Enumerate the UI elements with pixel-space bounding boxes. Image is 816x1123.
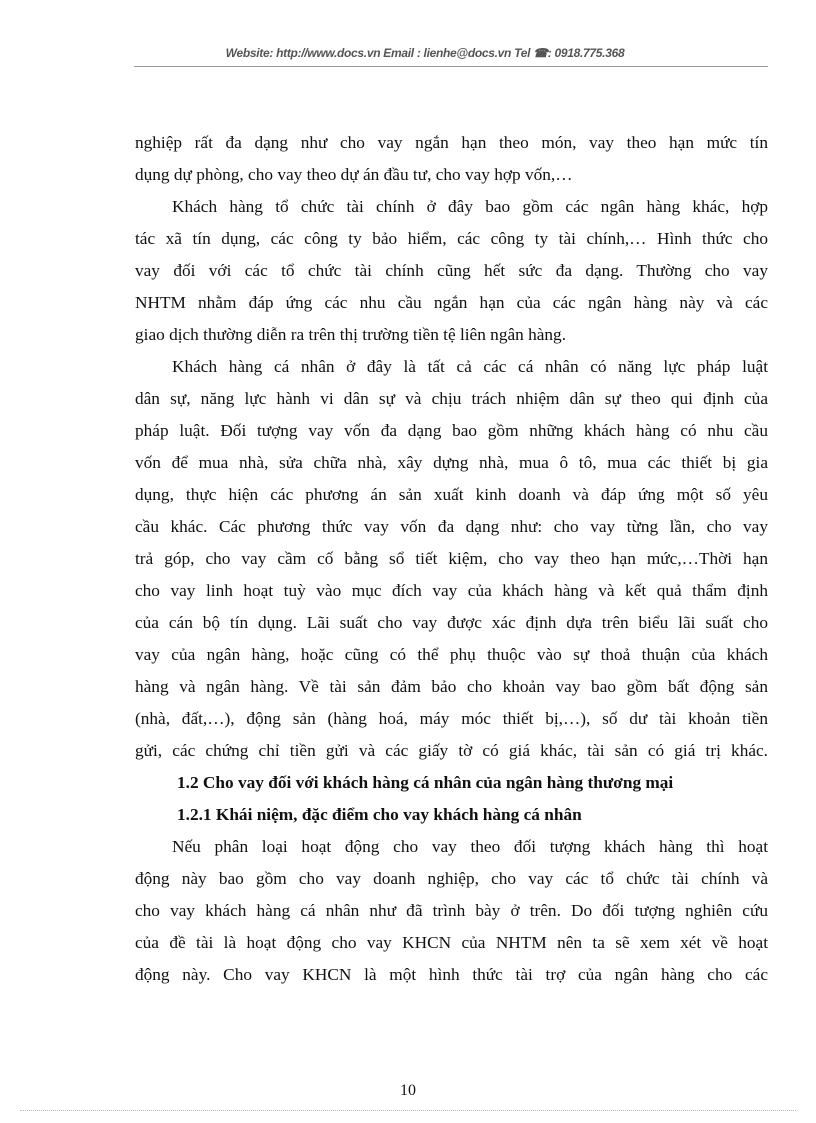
page-number: 10 xyxy=(400,1082,416,1099)
text-line: pháp luật. Đối tượng vay vốn đa dạng bao gồm những khách hàng có nhu cầu xyxy=(135,421,768,440)
section-heading: 1.2 Cho vay đối với khách hàng cá nhân của ngân hàng thương mại xyxy=(177,773,674,792)
text-line: gửi, các chứng chỉ tiền gửi và các giấy tờ có giá khác, tài sản có giá trị khác. xyxy=(135,741,768,760)
text-line: của đề tài là hoạt động cho vay KHCN của NHTM nên ta sẽ xem xét về hoạt xyxy=(135,933,768,952)
text-line: vay đối với các tổ chức tài chính cũng hết sức đa dạng. Thường cho vay xyxy=(135,261,768,280)
text-line: cho vay khách hàng cá nhân như đã trình bày ở trên. Do đối tượng nghiên cứu xyxy=(135,901,768,920)
section-heading: 1.2.1 Khái niệm, đặc điểm cho vay khách hàng cá nhân xyxy=(177,805,582,824)
text-line: động này. Cho vay KHCN là một hình thức tài trợ của ngân hàng cho các xyxy=(135,965,768,984)
text-line: vay của ngân hàng, hoặc cũng có thể phụ thuộc vào sự thoả thuận của khách xyxy=(135,645,768,664)
text-line: Khách hàng cá nhân ở đây là tất cả các cá nhân có năng lực pháp luật xyxy=(172,357,768,376)
text-line: hàng và ngân hàng. Về tài sản đảm bảo cho khoản vay bao gồm bất động sản xyxy=(135,677,768,696)
text-line: dụng dự phòng, cho vay theo dự án đầu tư, cho vay hợp vốn,… xyxy=(135,165,573,184)
page-bottom-border xyxy=(20,1110,796,1111)
header-divider xyxy=(134,66,768,67)
page-header: Website: http://www.docs.vn Email : lienhe@docs.vn Tel ☎: 0918.775.368 xyxy=(225,46,625,60)
text-line: giao dịch thường diễn ra trên thị trường tiền tệ liên ngân hàng. xyxy=(135,325,567,344)
text-line: trả góp, cho vay cầm cố bằng sổ tiết kiệm, cho vay theo hạn mức,…Thời hạn xyxy=(135,549,768,568)
text-line: của cán bộ tín dụng. Lãi suất cho vay được xác định dựa trên biểu lãi suất cho xyxy=(135,613,768,632)
document-body xyxy=(135,127,768,991)
text-line: vốn để mua nhà, sửa chữa nhà, xây dựng nhà, mua ô tô, mua các thiết bị gia xyxy=(135,453,768,472)
text-line: dụng, thực hiện các phương án sản xuất kinh doanh và đáp ứng một số yêu xyxy=(135,485,768,504)
text-line: động này bao gồm cho vay doanh nghiệp, cho vay các tổ chức tài chính và xyxy=(135,869,768,888)
text-line: tác xã tín dụng, các công ty bảo hiểm, các công ty tài chính,… Hình thức cho xyxy=(135,229,768,248)
text-line: NHTM nhằm đáp ứng các nhu cầu ngắn hạn của các ngân hàng này và các xyxy=(135,293,768,312)
text-line: (nhà, đất,…), động sản (hàng hoá, máy móc thiết bị,…), số dư tài khoản tiền xyxy=(135,709,768,728)
text-line: dân sự, năng lực hành vi dân sự và chịu trách nhiệm dân sự theo qui định của xyxy=(135,389,768,408)
text-line: cho vay linh hoạt tuỳ vào mục đích vay của khách hàng và kết quả thẩm định xyxy=(135,581,768,600)
text-line: cầu khác. Các phương thức vay vốn đa dạng như: cho vay từng lần, cho vay xyxy=(135,517,768,536)
text-line: Khách hàng tổ chức tài chính ở đây bao gồm các ngân hàng khác, hợp xyxy=(172,197,768,216)
text-line: nghiệp rất đa dạng như cho vay ngắn hạn theo món, vay theo hạn mức tín xyxy=(135,133,768,152)
text-line: Nếu phân loại hoạt động cho vay theo đối tượng khách hàng thì hoạt xyxy=(172,837,768,856)
